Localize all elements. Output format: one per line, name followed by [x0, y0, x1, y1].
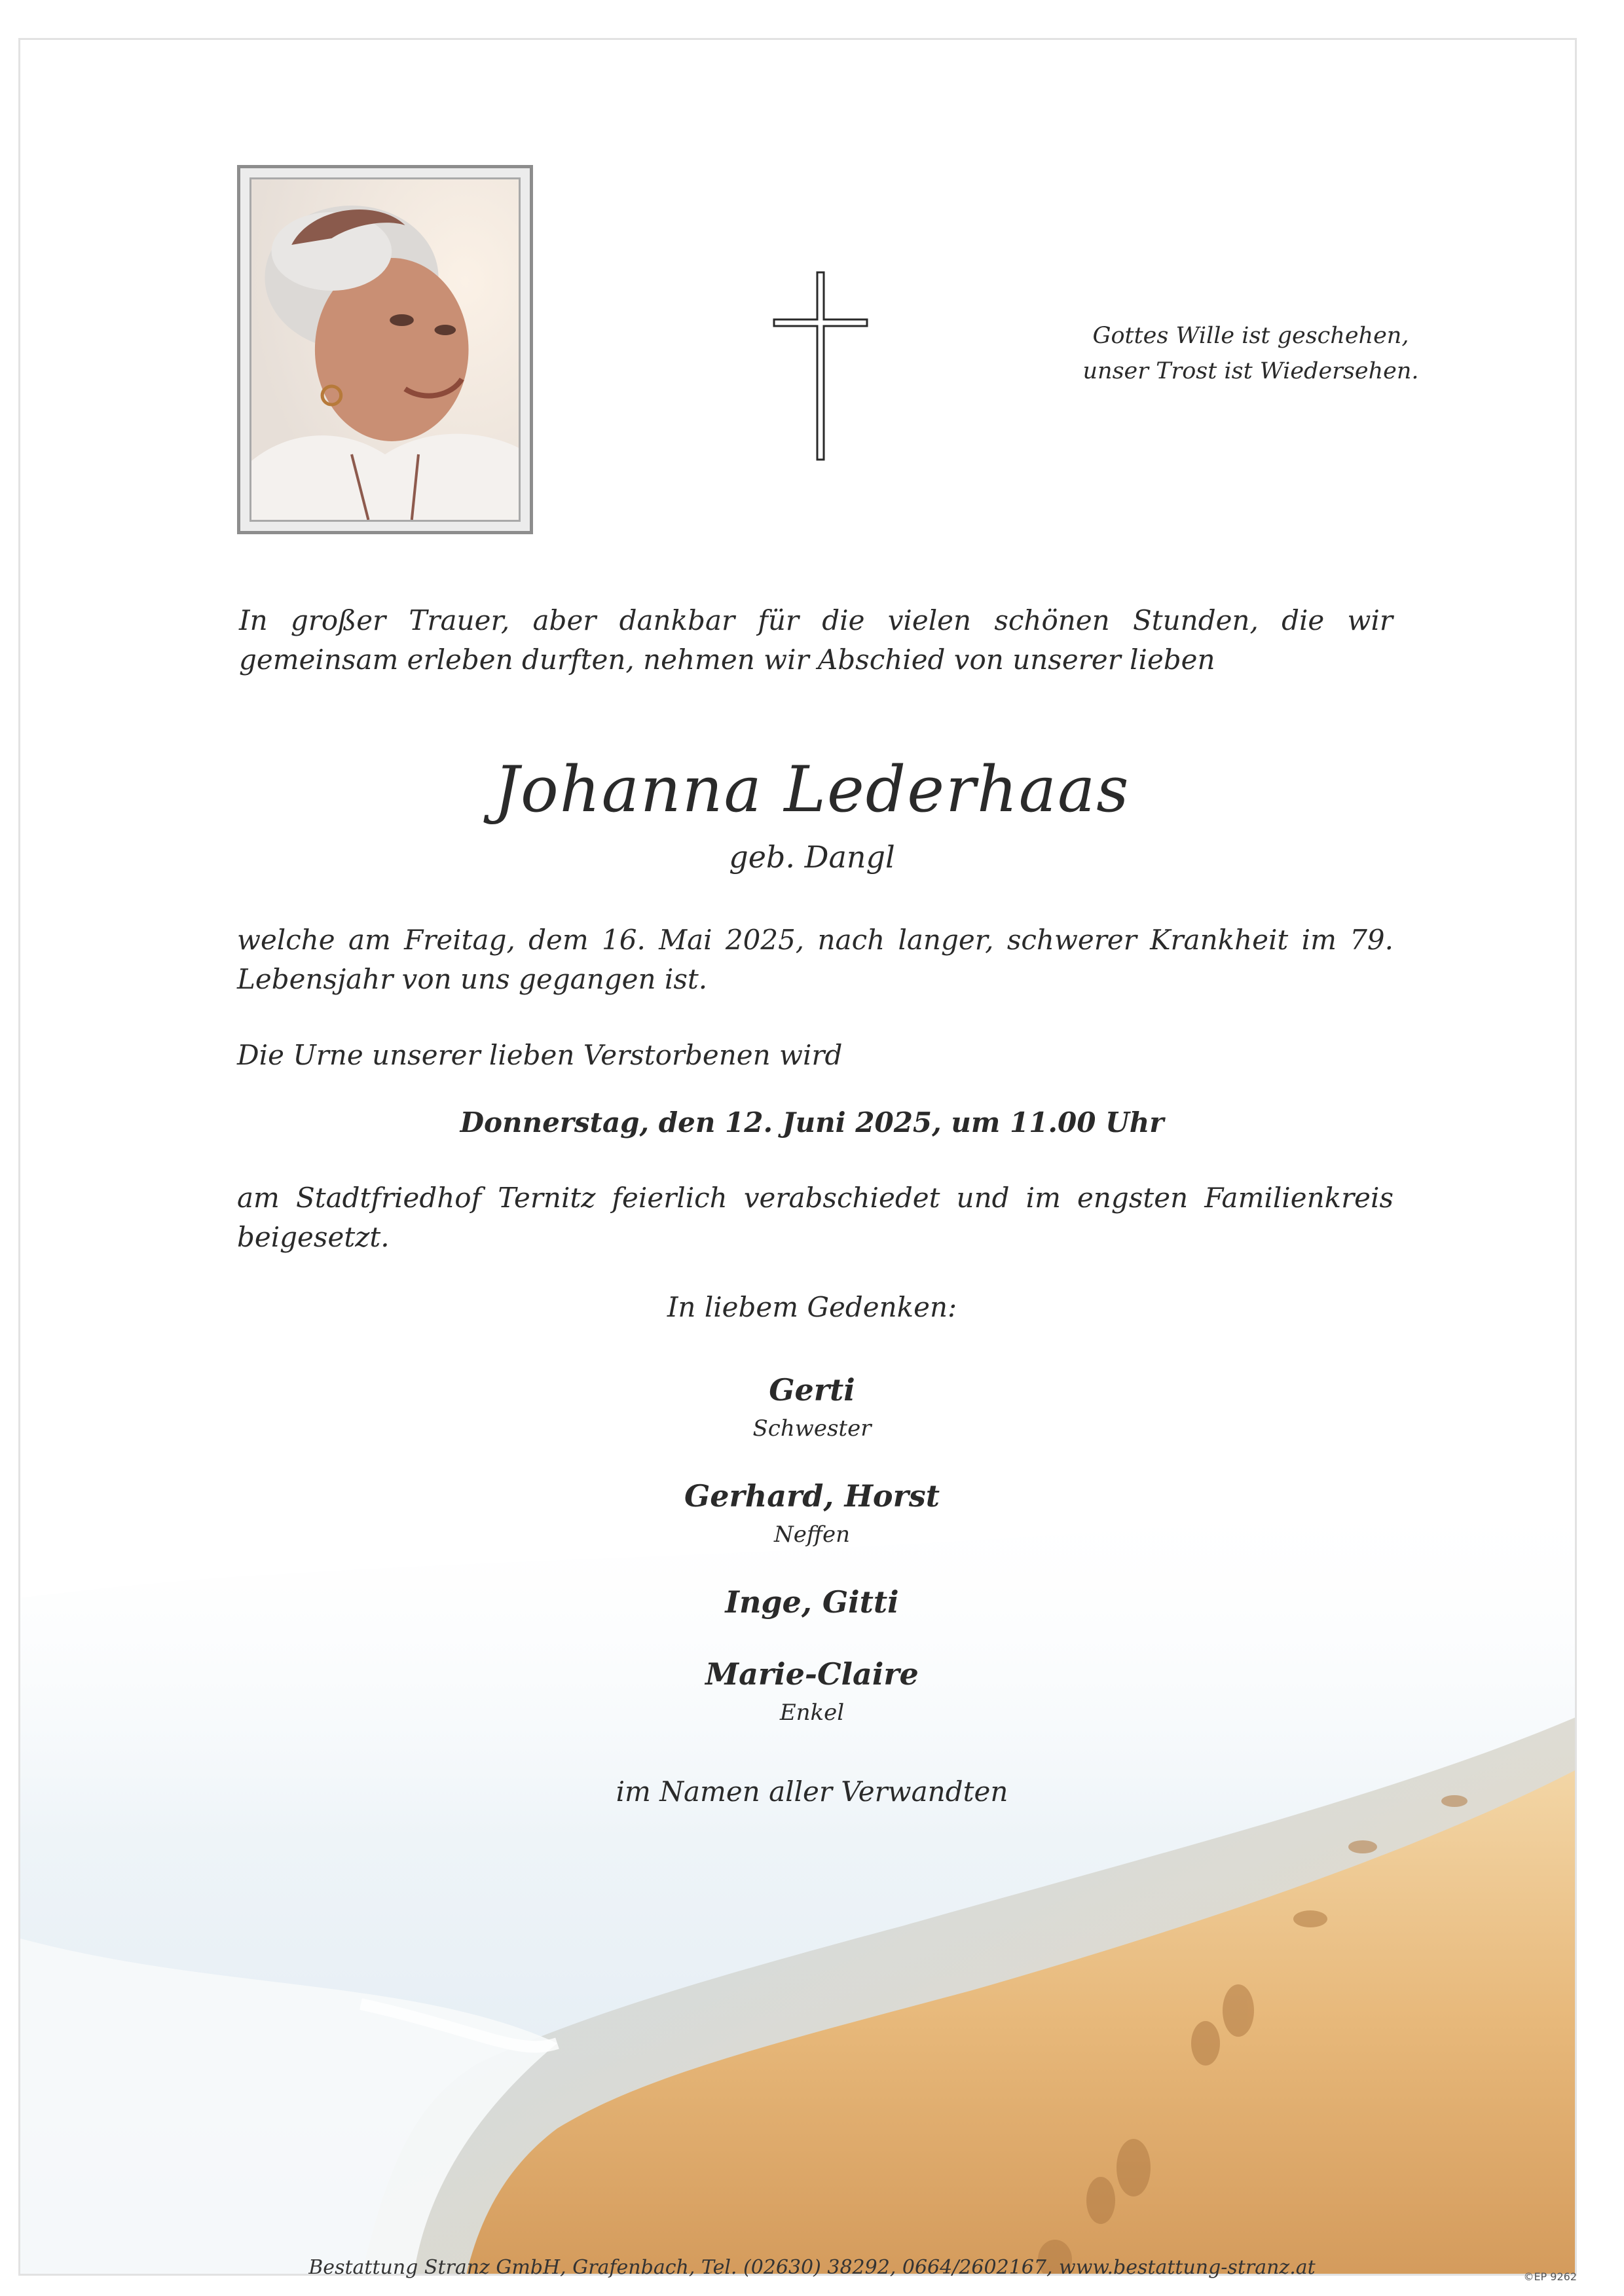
- mourner-names: Gerhard, Horst: [684, 1478, 940, 1514]
- intro-text: In großer Trauer, aber dankbar für die vielen schönen Stunden, die wir gemeinsam erleben durften, nehmen wir Abschied von unserer lieben: [239, 604, 1393, 676]
- death-text: welche am Freitag, dem 16. Mai 2025, nach langer, schwerer Krankheit im 79. Lebensjahr von uns gegangen ist.: [237, 924, 1393, 995]
- mourner-names: Gerti: [769, 1372, 855, 1408]
- urn-text: Die Urne unserer lieben Verstorbenen wird: [237, 1039, 843, 1071]
- maiden-name: geb. Dangl: [729, 839, 895, 875]
- mourner-relation: Enkel: [779, 1700, 845, 1726]
- mourner-names: Inge, Gitti: [725, 1584, 899, 1620]
- portrait-photo: [249, 177, 521, 522]
- cross-icon: [771, 271, 870, 461]
- footer-imprint: Bestattung Stranz GmbH, Grafenbach, Tel. (02630) 38292, 0664/2602167, www.bestattung-stranz.at: [308, 2256, 1316, 2279]
- mourner-names: Marie-Claire: [705, 1656, 919, 1692]
- motto-line-2: unser Trost ist Wiedersehen.: [1082, 358, 1419, 384]
- motto: [1022, 318, 1480, 389]
- portrait-frame: [237, 165, 533, 534]
- deceased-name: Johanna Lederhaas: [494, 753, 1130, 826]
- motto-line-1: Gottes Wille ist geschehen,: [1092, 323, 1409, 349]
- memory-heading: In liebem Gedenken:: [667, 1291, 957, 1323]
- mourner-relation: Schwester: [752, 1415, 872, 1442]
- mourner-relation: Neffen: [774, 1522, 850, 1548]
- portrait-image: [251, 179, 519, 520]
- print-code: ©EP 9262: [1523, 2270, 1577, 2283]
- closing-text: im Namen aller Verwandten: [616, 1776, 1008, 1808]
- burial-text: am Stadtfriedhof Ternitz feierlich verabschiedet und im engsten Familienkreis beigesetzt.: [237, 1182, 1393, 1253]
- ceremony-date: Donnerstag, den 12. Juni 2025, um 11.00 Uhr: [460, 1106, 1164, 1139]
